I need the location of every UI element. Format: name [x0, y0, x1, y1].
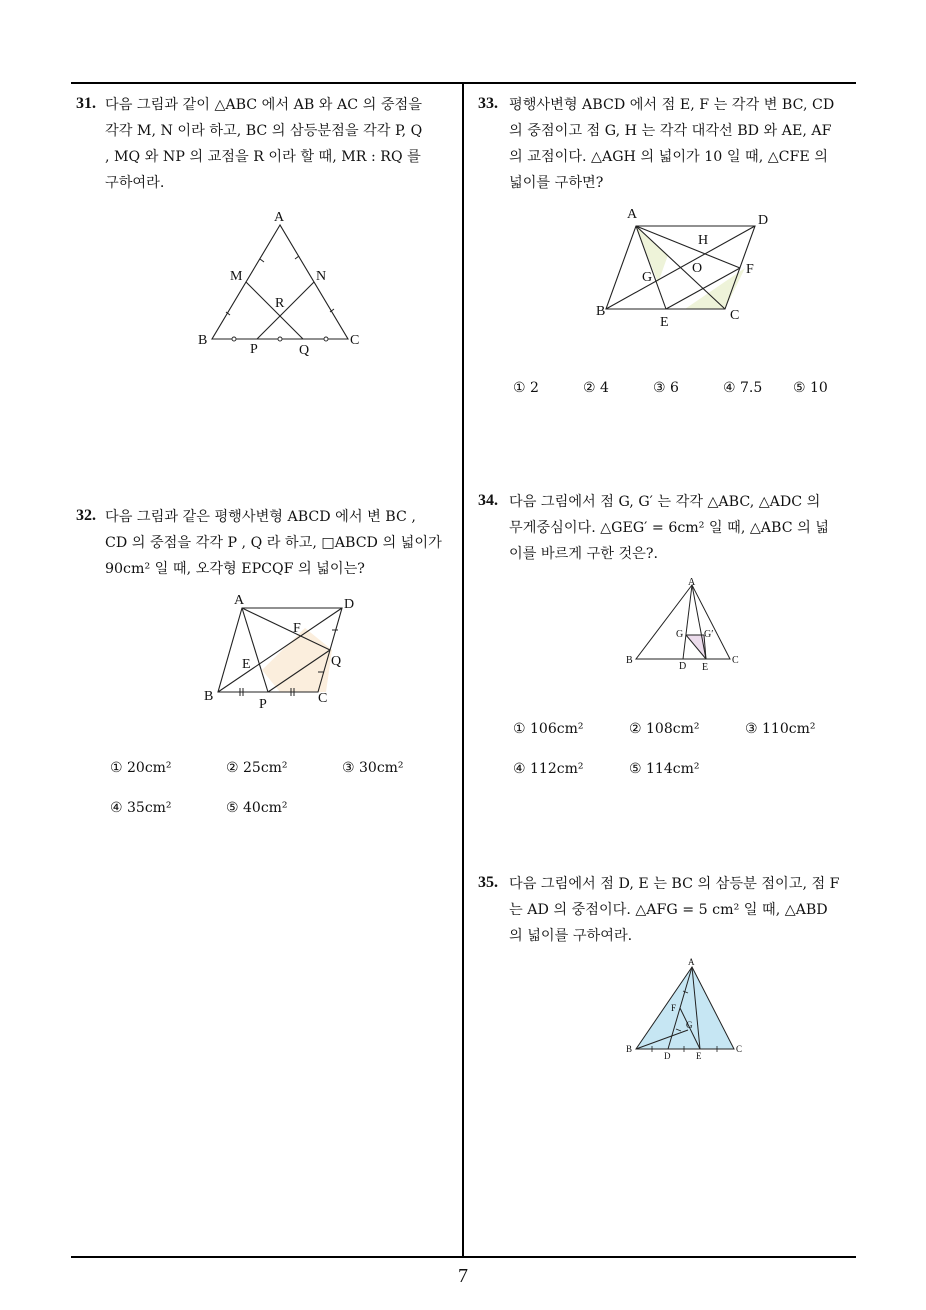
- problem-31-line: 다음 그림과 같이 △ABC 에서 AB 와 AC 의 중점을: [105, 97, 422, 113]
- page-number: 7: [458, 1265, 468, 1287]
- problem-33-figure: [590, 202, 780, 332]
- bottom-rule: [71, 1256, 856, 1258]
- problem-31-figure: [190, 205, 370, 365]
- label-M: M: [230, 269, 243, 284]
- problem-34-number: 34.: [478, 492, 498, 509]
- choice-2[interactable]: ② 4: [583, 380, 609, 396]
- label-A: A: [234, 593, 245, 608]
- column-divider: [462, 82, 464, 1258]
- label-C: C: [730, 308, 740, 323]
- choice-1[interactable]: ① 106cm²: [513, 721, 584, 737]
- label-E: E: [696, 1051, 702, 1061]
- label-D: D: [344, 597, 355, 612]
- problem-34-text: [509, 489, 861, 567]
- problem-34-choices: [513, 721, 853, 791]
- label-A: A: [274, 210, 285, 225]
- problem-32-figure: [200, 590, 370, 715]
- label-A: A: [688, 957, 695, 967]
- label-E: E: [660, 315, 669, 330]
- problem-32-text: [105, 504, 457, 582]
- label-D: D: [758, 213, 769, 228]
- choice-4[interactable]: ④ 7.5: [723, 380, 763, 396]
- pentagon-fill: [262, 628, 332, 692]
- problem-31-text: [105, 92, 457, 196]
- label-C: C: [318, 691, 328, 706]
- problem-31-line: 구하여라.: [105, 175, 165, 191]
- label-G-prime: G′: [704, 629, 714, 640]
- problem-34-line: 다음 그림에서 점 G, G′ 는 각각 △ABC, △ADC 의: [509, 494, 821, 510]
- label-R: R: [275, 296, 285, 311]
- problem-35-line: 다음 그림에서 점 D, E 는 BC 의 삼등분 점이고, 점 F: [509, 876, 840, 892]
- label-C: C: [350, 333, 360, 348]
- label-P: P: [259, 697, 267, 712]
- problem-35-line: 는 AD 의 중점이다. △AFG = 5 cm² 일 때, △ABD: [509, 902, 828, 918]
- problem-34-figure: [620, 575, 750, 675]
- problem-32-line: 90cm² 일 때, 오각형 EPCQF 의 넓이는?: [105, 561, 365, 577]
- label-B: B: [626, 655, 633, 666]
- problem-32-line: 다음 그림과 같은 평행사변형 ABCD 에서 변 BC ,: [105, 509, 416, 525]
- problem-35-figure: [620, 955, 750, 1065]
- choice-2[interactable]: ② 25cm²: [226, 760, 288, 776]
- label-E: E: [702, 662, 709, 673]
- label-B: B: [626, 1044, 633, 1054]
- choice-4[interactable]: ④ 112cm²: [513, 761, 584, 777]
- problem-34-line: 이를 바르게 구한 것은?.: [509, 546, 658, 562]
- label-Q: Q: [299, 343, 310, 358]
- label-D: D: [664, 1051, 671, 1061]
- problem-35-line: 의 넓이를 구하여라.: [509, 928, 633, 944]
- label-C: C: [732, 655, 739, 666]
- label-F: F: [671, 1003, 677, 1013]
- choice-1[interactable]: ① 2: [513, 380, 539, 396]
- problem-33-choices: [513, 380, 853, 404]
- problem-33-line: 의 중점이고 점 G, H 는 각각 대각선 BD 와 AE, AF: [509, 123, 832, 139]
- choice-3[interactable]: ③ 30cm²: [342, 760, 404, 776]
- choice-4[interactable]: ④ 35cm²: [110, 800, 172, 816]
- choice-5[interactable]: ⑤ 10: [793, 380, 828, 396]
- label-B: B: [204, 689, 214, 704]
- label-A: A: [627, 207, 638, 222]
- problem-35-text: [509, 871, 861, 949]
- problem-31-number: 31.: [76, 95, 96, 112]
- choice-5[interactable]: ⑤ 40cm²: [226, 800, 288, 816]
- problem-32-number: 32.: [76, 507, 96, 524]
- problem-35-number: 35.: [478, 874, 498, 891]
- problem-33-line: 의 교점이다. △AGH 의 넓이가 10 일 때, △CFE 의: [509, 149, 828, 165]
- label-B: B: [596, 304, 606, 319]
- triangle-fill: [636, 967, 734, 1049]
- choice-2[interactable]: ② 108cm²: [629, 721, 700, 737]
- choice-5[interactable]: ⑤ 114cm²: [629, 761, 700, 777]
- problem-34-line: 무게중심이다. △GEG′ = 6cm² 일 때, △ABC 의 넓: [509, 520, 830, 536]
- problem-33-number: 33.: [478, 95, 498, 112]
- problem-33-line: 넓이를 구하면?: [509, 175, 604, 191]
- label-G: G: [642, 270, 653, 285]
- problem-32-choices: [110, 760, 450, 830]
- label-C: C: [736, 1044, 743, 1054]
- label-O: O: [692, 261, 703, 276]
- problem-31-line: 각각 M, N 이라 하고, BC 의 삼등분점을 각각 P, Q: [105, 123, 423, 139]
- label-A: A: [688, 577, 696, 588]
- top-rule: [71, 82, 856, 84]
- choice-3[interactable]: ③ 6: [653, 380, 679, 396]
- label-F: F: [293, 621, 301, 636]
- label-Q: Q: [331, 654, 342, 669]
- label-G: G: [676, 629, 684, 640]
- choice-3[interactable]: ③ 110cm²: [745, 721, 816, 737]
- label-F: F: [746, 262, 754, 277]
- label-P: P: [250, 342, 258, 357]
- label-E: E: [242, 657, 251, 672]
- problem-33-text: [509, 92, 861, 196]
- choice-1[interactable]: ① 20cm²: [110, 760, 172, 776]
- label-H: H: [698, 233, 709, 248]
- label-N: N: [316, 269, 327, 284]
- label-D: D: [679, 661, 687, 672]
- label-G: G: [686, 1020, 693, 1030]
- label-B: B: [198, 333, 208, 348]
- problem-31-line: , MQ 와 NP 의 교점을 R 이라 할 때, MR : RQ 를: [105, 149, 421, 165]
- problem-32-line: CD 의 중점을 각각 P , Q 라 하고, □ABCD 의 넓이가: [105, 535, 442, 551]
- problem-33-line: 평행사변형 ABCD 에서 점 E, F 는 각각 변 BC, CD: [509, 97, 835, 113]
